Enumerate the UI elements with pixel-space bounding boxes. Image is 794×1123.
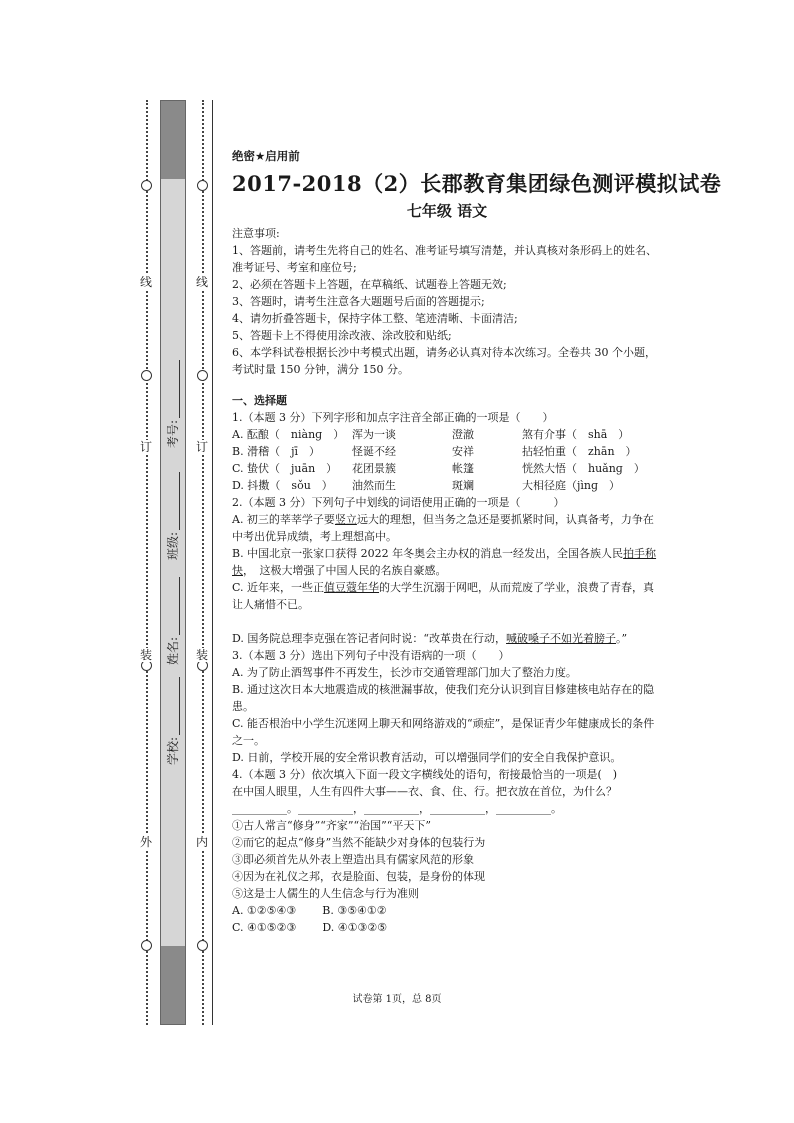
outer-dotted-line <box>146 100 149 1025</box>
exam-content <box>232 148 722 936</box>
question-1-option-b[interactable] <box>232 443 662 460</box>
notice-item: 3、答题时，请考生注意各大题题号后面的答题提示; <box>232 295 485 308</box>
question-3-option-d[interactable]: D. 日前，学校开展的安全常识教育活动，可以增强同学们的安全自我保护意识。 <box>232 751 622 764</box>
inner-line-char: 线 <box>195 275 208 289</box>
question-3-option-a[interactable]: A. 为了防止酒驾事件不再发生，长沙市交通管理部门加大了整治力度。 <box>232 666 577 679</box>
binding-margin <box>0 100 215 1025</box>
option-text: A. 初三的莘莘学子要 <box>232 513 335 526</box>
question-1-option-a[interactable] <box>232 426 662 443</box>
option-cell: 油然而生 <box>352 479 396 492</box>
band-middle <box>161 179 185 946</box>
binding-hole-circle <box>141 370 152 381</box>
binding-hole-circle <box>141 940 152 951</box>
notice-heading: 注意事项: <box>232 227 280 240</box>
option-cell: 恍然大悟（ huǎnɡ ） <box>522 462 645 475</box>
school-field[interactable] <box>164 677 181 765</box>
question-4-option-c[interactable]: C. ④①⑤②③ <box>232 921 297 934</box>
binding-hole-circle <box>197 370 208 381</box>
question-4-stem: 4.（本题 3 分）依次填入下面一段文字横线处的语句，衔接最恰当的一项是( ) <box>232 768 618 781</box>
question-4-option-d[interactable]: D. ④①③②⑤ <box>322 921 388 934</box>
band-top-cap <box>161 101 185 179</box>
band-bottom-cap <box>161 946 185 1024</box>
exam-number-blank[interactable] <box>168 360 180 418</box>
name-blank[interactable] <box>168 577 180 635</box>
option-cell: 浑为一谈 <box>352 428 396 441</box>
question-4-lead: 在中国人眼里，人生有四件大事——衣、食、住、行。把衣放在首位，为什么？ <box>232 785 617 798</box>
question-3-option-b[interactable]: B. 通过这次日本大地震造成的核泄漏事故，使我们充分认识到盲目修建核电站存在的隐患。 <box>232 683 655 713</box>
underlined-phrase: 值豆蔻年华 <box>324 581 380 594</box>
option-cell: C. 蛰伏（ juān ） <box>232 462 338 475</box>
option-text: B. 中国北京一张家口获得 2022 年冬奥会主办权的消息一经发出，全国各族人民 <box>232 547 624 560</box>
option-cell: 帐篷 <box>452 462 474 475</box>
class-field[interactable] <box>164 472 181 560</box>
binding-hole-circle <box>141 180 152 191</box>
option-cell: 澄澈 <box>452 428 474 441</box>
option-cell: 斑斓 <box>452 479 474 492</box>
question-1-stem: 1.（本题 3 分）下列字形和加点字注音全部正确的一项是（ ） <box>232 411 554 424</box>
question-2-option-c[interactable] <box>232 579 662 613</box>
notice-item: 4、请勿折叠答题卡，保持字体工整、笔迹清晰、卡面清洁; <box>232 312 518 325</box>
option-cell: 花团景簇 <box>352 462 396 475</box>
question-2-option-b[interactable] <box>232 545 662 579</box>
school-blank[interactable] <box>168 677 180 735</box>
option-text: 。” <box>616 632 628 645</box>
binding-band <box>160 100 186 1025</box>
question-4-item: ②而它的起点“修身”当然不能缺少对身体的包装行为 <box>232 836 486 849</box>
option-cell: 大相径庭（jìnɡ ） <box>522 479 621 492</box>
option-text: 远大的理想，但当务之急还是要抓紧时间，认真备考，力争在中考出优异成绩，考上理想高中。 <box>232 513 654 543</box>
page-footer: 试卷第 1页，总 8页 <box>352 994 442 1005</box>
outer-line-char: 线 <box>139 275 152 289</box>
question-4-item: ③即必须首先从外表上塑造出具有儒家风范的形象 <box>232 853 474 866</box>
option-cell: A. 酝酿（ niànɡ ） <box>232 428 345 441</box>
underlined-phrase: 拍手称快 <box>232 547 657 577</box>
inner-dotted-line <box>202 100 205 1025</box>
question-2-stem: 2.（本题 3 分）下列句子中划线的词语使用正确的一项是（ ） <box>232 496 565 509</box>
option-text: D. 国务院总理李克强在答记者问时说：“改革贵在行动， <box>232 632 507 645</box>
option-text: 的大学生沉溺于网吧，从而荒废了学业，浪费了青春，真让人痛惜不已。 <box>232 581 655 611</box>
underlined-phrase: 喊破嗓子不如光着膀子 <box>506 632 617 645</box>
exam-number-label: 考号: <box>166 419 180 448</box>
notice-item: 1、答题前，请考生先将自己的姓名、准考证号填写清楚，并认真核对条形码上的姓名、准考证号、考室和座位号; <box>232 244 657 274</box>
binding-hole-circle <box>197 180 208 191</box>
inner-side-char: 内 <box>195 835 208 849</box>
option-cell: D. 抖擞（ sǒu ） <box>232 479 333 492</box>
question-4-answers-row <box>232 902 662 919</box>
question-4-blanks[interactable]: __________。__________，__________，__________，__________。 <box>232 802 562 815</box>
school-label: 学校: <box>166 736 180 765</box>
notice-item: 2、必须在答题卡上答题，在草稿纸、试题卷上答题无效; <box>232 278 507 291</box>
question-4-item: ④因为在礼仪之邦，衣是脸面、包装，是身份的体现 <box>232 870 485 883</box>
binding-hole-circle <box>197 940 208 951</box>
question-2-option-a[interactable] <box>232 511 662 545</box>
underlined-phrase: 竖立 <box>334 513 357 526</box>
option-cell: 煞有介事（ shā ） <box>522 428 630 441</box>
question-4-option-b[interactable]: B. ③⑤④①② <box>322 904 387 917</box>
exam-subtitle: 七年级 语文 <box>406 202 488 220</box>
question-1-option-d[interactable] <box>232 477 662 494</box>
question-4-item: ⑤这是士人儒生的人生信念与行为准则 <box>232 887 419 900</box>
option-text: C. 近年来，一些正 <box>232 581 325 594</box>
inner-bind-char: 订 <box>195 440 208 454</box>
outer-side-char: 外 <box>139 835 152 849</box>
question-1-option-c[interactable] <box>232 460 662 477</box>
outer-bind-char: 订 <box>139 440 152 454</box>
name-field[interactable] <box>164 577 181 665</box>
notice-item: 5、答题卡上不得使用涂改液、涂改胶和贴纸; <box>232 329 452 342</box>
question-2-option-d[interactable] <box>232 630 662 647</box>
notice-item: 6、本学科试卷根据长沙中考模式出题，请务必认真对待本次练习。全卷共 30 个小题，考试时量 150 分钟，满分 150 分。 <box>232 346 656 376</box>
name-label: 姓名: <box>166 636 180 665</box>
question-4-option-a[interactable]: A. ①②⑤④③ <box>232 904 297 917</box>
option-cell: B. 滑稽（ jī ） <box>232 445 321 458</box>
inner-install-char: 装 <box>195 648 208 662</box>
option-cell: 怪诞不经 <box>352 445 396 458</box>
class-label: 班级: <box>166 531 180 560</box>
option-text: ， 这极大增强了中国人民的名族自豪感。 <box>243 564 447 577</box>
exam-number-field[interactable] <box>164 360 181 448</box>
question-4-item: ①古人常言“修身”“齐家”“治国”“平天下” <box>232 819 431 832</box>
option-cell: 安祥 <box>452 445 474 458</box>
section-heading: 一、选择题 <box>232 394 287 407</box>
secret-mark: 绝密★启用前 <box>232 149 300 163</box>
class-blank[interactable] <box>168 472 180 530</box>
question-4-answers-row <box>232 919 662 936</box>
outer-install-char: 装 <box>139 648 152 662</box>
exam-title: 2017-2018（2）长郡教育集团绿色测评模拟试卷 <box>232 171 722 196</box>
question-3-option-c[interactable]: C. 能否根治中小学生沉迷网上聊天和网络游戏的“顽症”，是保证青少年健康成长的条件之一。 <box>232 717 655 747</box>
question-3-stem: 3.（本题 3 分）选出下列句子中没有语病的一项（ ） <box>232 649 510 662</box>
option-cell: 拈轻怕重（ zhān ） <box>522 445 637 458</box>
binding-rule <box>212 100 213 1025</box>
